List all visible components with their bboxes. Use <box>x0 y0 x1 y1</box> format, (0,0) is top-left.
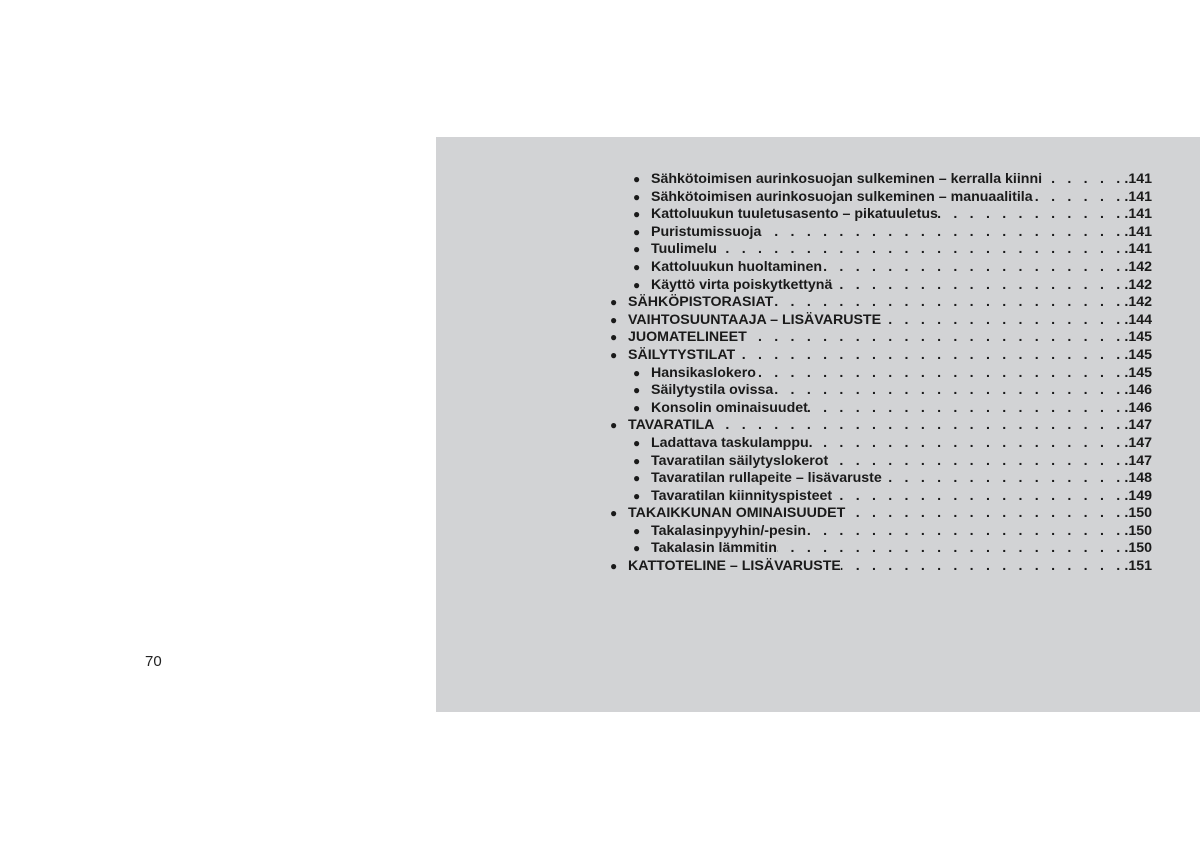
toc-page-ref: .145 <box>1124 346 1152 363</box>
bullet-icon: ● <box>610 506 618 521</box>
toc-page-ref: .142 <box>1124 276 1152 293</box>
toc-entry-title: SÄHKÖPISTORASIAT <box>628 294 774 311</box>
toc-entry-title: Takalasin lämmitin <box>651 540 777 557</box>
dot-leader <box>841 558 1125 576</box>
toc-entry-title: Säilytystila ovissa <box>651 382 774 399</box>
toc-entry[interactable] <box>610 347 1152 365</box>
toc-page-ref: .141 <box>1124 171 1152 187</box>
toc-page-ref: .145 <box>1124 364 1152 381</box>
bullet-icon: ● <box>610 347 618 362</box>
dot-leader <box>832 488 1124 506</box>
dot-leader <box>938 206 1124 224</box>
toc-page-ref: .150 <box>1124 505 1152 522</box>
dot-leader <box>735 347 1124 365</box>
toc-entry-title: Hansikaslokero <box>651 364 756 381</box>
dot-leader <box>773 382 1124 400</box>
toc-entry[interactable] <box>610 558 1152 576</box>
page-number: 70 <box>145 653 162 670</box>
toc-entry-title: VAIHTOSUUNTAAJA – LISÄVARUSTE <box>628 311 882 328</box>
toc-subentry[interactable] <box>610 540 1152 558</box>
bullet-icon: ● <box>633 383 641 398</box>
toc-page-ref: .144 <box>1124 311 1152 328</box>
bullet-icon: ● <box>610 330 618 345</box>
toc-entry[interactable] <box>610 417 1152 435</box>
toc-subentry[interactable] <box>610 277 1152 295</box>
toc-entry-title: SÄILYTYSTILAT <box>628 346 736 363</box>
dot-leader <box>808 400 1125 418</box>
toc-page-ref: .142 <box>1124 258 1152 275</box>
dot-leader <box>822 259 1124 277</box>
toc-entry-title: Kattoluukun tuuletusasento – pikatuuletus <box>651 206 938 223</box>
toc-entry[interactable] <box>610 329 1152 347</box>
toc-subentry[interactable] <box>610 382 1152 400</box>
toc-subentry[interactable] <box>610 224 1152 242</box>
toc-page-ref: .150 <box>1124 540 1152 557</box>
bullet-icon: ● <box>610 559 618 574</box>
toc-entry[interactable] <box>610 312 1152 330</box>
toc-subentry[interactable] <box>610 435 1152 453</box>
toc-page-ref: .147 <box>1124 434 1152 451</box>
bullet-icon: ● <box>633 172 641 186</box>
toc-page-ref: .145 <box>1124 329 1152 346</box>
bullet-icon: ● <box>633 471 641 486</box>
toc-entry-title: TAKAIKKUNAN OMINAISUUDET <box>628 505 846 522</box>
dot-leader <box>813 435 1125 453</box>
toc-entry-title: Tavaratilan säilytyslokerot <box>651 452 829 469</box>
bullet-icon: ● <box>610 312 618 327</box>
bullet-icon: ● <box>633 400 641 415</box>
bullet-icon: ● <box>610 295 618 310</box>
dot-leader <box>828 453 1124 471</box>
toc-page-ref: .151 <box>1124 558 1152 575</box>
toc-subentry[interactable] <box>610 189 1152 207</box>
toc-subentry[interactable] <box>610 365 1152 383</box>
toc-entry[interactable] <box>610 505 1152 523</box>
toc-entry-title: Sähkötoimisen aurinkosuojan sulkeminen – manuaalitila <box>651 188 1033 205</box>
bullet-icon: ● <box>633 207 641 222</box>
dot-leader <box>714 417 1124 435</box>
toc-subentry[interactable] <box>610 453 1152 471</box>
dot-leader <box>717 241 1124 259</box>
toc-page-ref: .149 <box>1124 487 1152 504</box>
toc-subentry[interactable] <box>610 470 1152 488</box>
dot-leader <box>832 277 1124 295</box>
dot-leader <box>773 294 1124 312</box>
bullet-icon: ● <box>610 418 618 433</box>
toc-subentry[interactable] <box>610 400 1152 418</box>
toc-page-ref: .141 <box>1124 223 1152 240</box>
dot-leader <box>756 365 1124 383</box>
toc-page-ref: .150 <box>1124 522 1152 539</box>
toc-entry-title: Tavaratilan rullapeite – lisävaruste <box>651 470 882 487</box>
bullet-icon: ● <box>633 189 641 204</box>
toc-entry-title: Tavaratilan kiinnityspisteet <box>651 487 833 504</box>
toc-page-ref: .147 <box>1124 452 1152 469</box>
bullet-icon: ● <box>633 277 641 292</box>
bullet-icon: ● <box>633 365 641 380</box>
toc-entry-title: Tuulimelu <box>651 241 717 258</box>
table-of-contents <box>610 171 1152 576</box>
bullet-icon: ● <box>633 488 641 503</box>
dot-leader <box>1033 189 1125 207</box>
toc-entry-title: KATTOTELINE – LISÄVARUSTE <box>628 558 841 575</box>
toc-page-ref: .146 <box>1124 382 1152 399</box>
toc-page-ref: .141 <box>1124 241 1152 258</box>
toc-entry-title: Ladattava taskulamppu. <box>651 434 813 451</box>
toc-entry-title: Konsolin ominaisuudet <box>651 399 808 416</box>
toc-subentry[interactable] <box>610 488 1152 506</box>
toc-page-ref: .146 <box>1124 399 1152 416</box>
dot-leader <box>806 523 1124 541</box>
bullet-icon: ● <box>633 541 641 556</box>
toc-page-ref: .141 <box>1124 206 1152 223</box>
bullet-icon: ● <box>633 259 641 274</box>
toc-subentry[interactable] <box>610 171 1152 189</box>
toc-entry[interactable] <box>610 294 1152 312</box>
toc-entry-title: Kattoluukun huoltaminen <box>651 258 823 275</box>
toc-subentry[interactable] <box>610 206 1152 224</box>
toc-page-ref: .142 <box>1124 294 1152 311</box>
toc-page-ref: .148 <box>1124 470 1152 487</box>
toc-page-ref: .147 <box>1124 417 1152 434</box>
toc-entry-title: TAVARATILA <box>628 417 715 434</box>
toc-entry-title: Sähkötoimisen aurinkosuojan sulkeminen – kerralla kiinni <box>651 171 1043 187</box>
dot-leader <box>845 505 1124 523</box>
bullet-icon: ● <box>633 435 641 450</box>
toc-entry-title: Puristumissuoja <box>651 223 762 240</box>
dot-leader <box>1042 171 1124 189</box>
dot-leader <box>777 540 1124 558</box>
bullet-icon: ● <box>633 453 641 468</box>
toc-entry-title: Takalasinpyyhin/-pesin <box>651 522 807 539</box>
dot-leader <box>882 470 1125 488</box>
toc-subentry[interactable] <box>610 241 1152 259</box>
toc-entry-title: Käyttö virta poiskytkettynä <box>651 276 833 293</box>
bullet-icon: ● <box>633 224 641 239</box>
bullet-icon: ● <box>633 242 641 257</box>
dot-leader <box>747 329 1125 347</box>
toc-entry-title: JUOMATELINEET <box>628 329 747 346</box>
dot-leader <box>881 312 1124 330</box>
dot-leader <box>761 224 1124 242</box>
toc-subentry[interactable] <box>610 259 1152 277</box>
toc-subentry[interactable] <box>610 523 1152 541</box>
bullet-icon: ● <box>633 523 641 538</box>
toc-page-ref: .141 <box>1124 188 1152 205</box>
